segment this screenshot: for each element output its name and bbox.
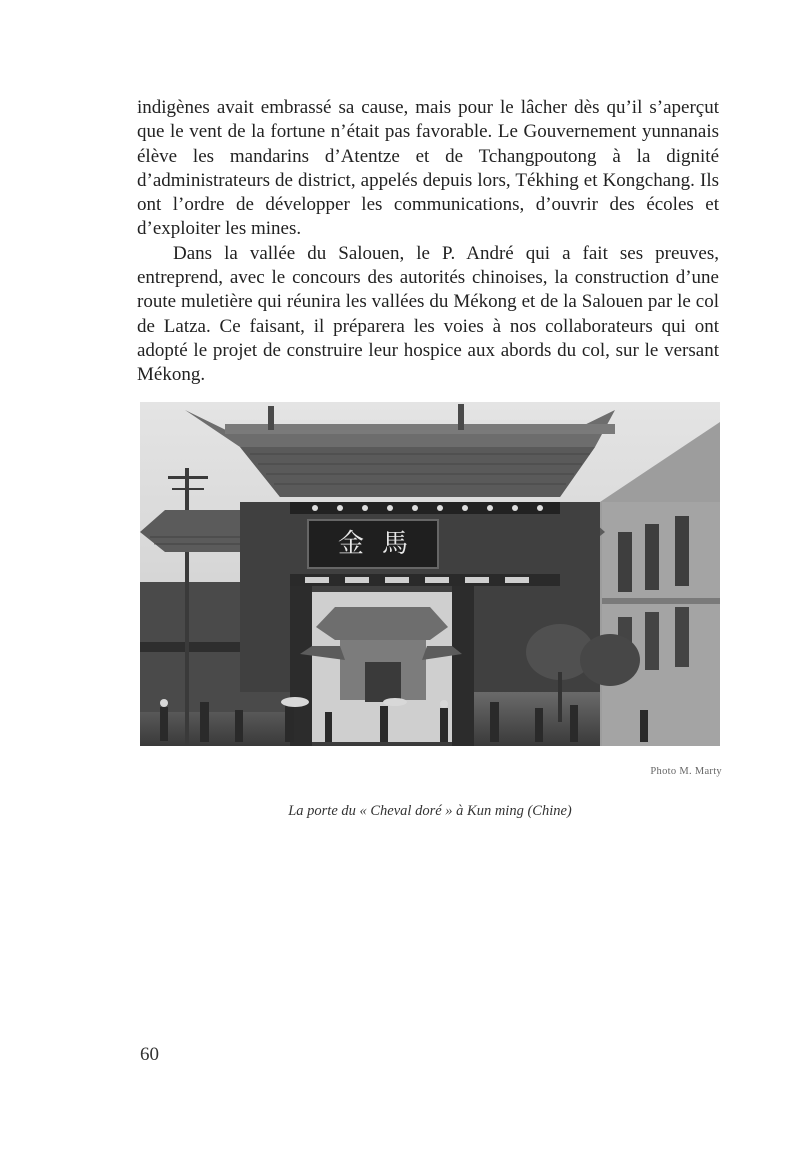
paragraph-1: indigènes avait embrassé sa cause, mais pour le lâcher dès qu’il s’aperçut que le vent de la fortune n’était pas favorable. Le Gouvernement yunnanais élève les mandarins d’Atentze et de Tchangpoutong à la dignité d’administrateurs de district, appelés depuis lors, Tékhing et Kongchang. Ils ont l’ordre de développer les communications, d’ouvrir des écoles et d’exploiter les mines. (137, 97, 719, 240)
body-text (137, 96, 719, 388)
photo-caption: La porte du « Cheval doré » à Kun ming (Chine) (288, 803, 572, 819)
page-number: 60 (140, 1044, 159, 1065)
photo-credit: Photo M. Marty (650, 766, 722, 777)
gate-plaque-text: 金馬 (337, 529, 426, 559)
paragraph-2: Dans la vallée du Salouen, le P. André qui a fait ses preuves, entreprend, avec le concours des autorités chinoises, la construction d’une route muletière qui réunira les vallées du Mékong et de la Salouen par le col de Latza. Ce faisant, il préparera les voies à nos collaborateurs qui ont adopté le projet de construire leur hospice aux abords du col, sur le versant Mékong. (137, 242, 719, 386)
photo-golden-horse-gate (140, 402, 720, 746)
